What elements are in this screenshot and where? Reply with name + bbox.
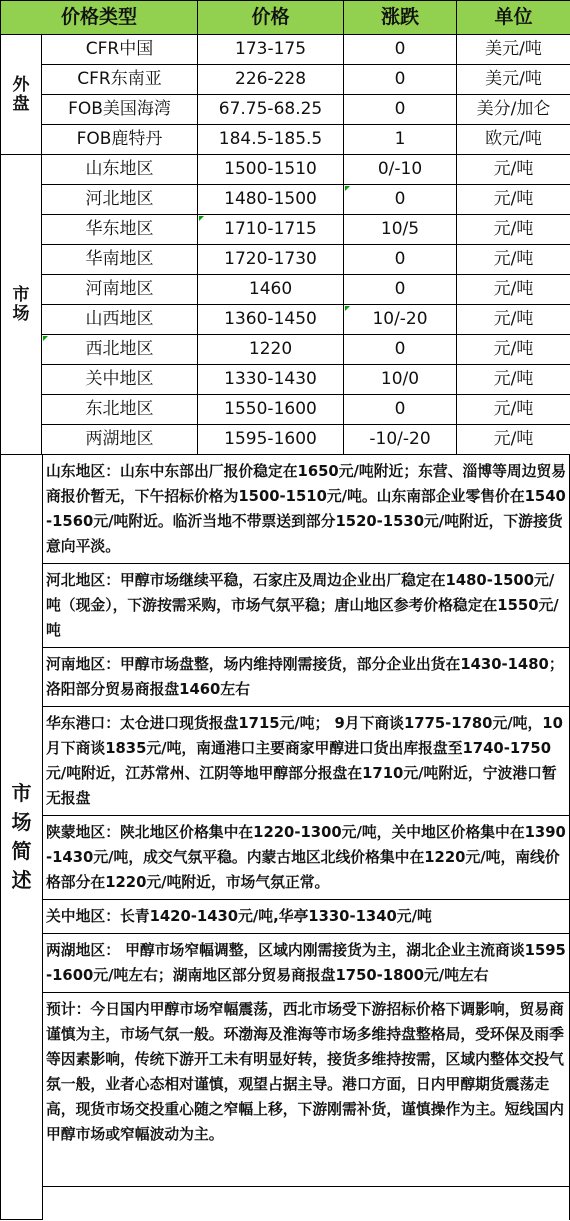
row-change: 0/-10 [344,155,457,185]
row-type: FOB鹿特丹 [42,125,198,155]
row-type: 华南地区 [42,245,198,275]
table-row [1,95,570,125]
row-price: 1550-1600 [198,395,344,425]
row-type: 河北地区 [42,185,198,215]
row-price: 1220 [198,335,344,365]
row-unit: 元/吨 [457,275,570,305]
paragraph-huadong-port: 华东港口：太仓进口现货报盘1715元/吨； 9月下商谈1775-1780元/吨，10月下商谈1835元/吨，南通港口主要商家甲醇进口货出库报盘至1740-1750元/吨附近，江苏常州、江阴等地甲醇部分报盘在1710元/吨附近，宁波港口暂无报盘 [42,707,569,816]
row-type: 东北地区 [42,395,198,425]
row-price: 184.5-185.5 [198,125,344,155]
row-price: 1360-1450 [198,305,344,335]
section-market-text: 市场 [12,284,30,324]
row-change: 0 [344,395,457,425]
table-row [1,215,570,245]
paragraph-hebei: 河北地区：甲醇市场继续平稳，石家庄及周边企业出厂稳定在1480-1500元/吨（现金），下游按需采购，市场气氛平稳；唐山地区参考价格稳定在1550元/吨 [42,564,569,648]
row-type: 山东地区 [42,155,198,185]
row-change: -10/-20 [344,425,457,455]
row-unit: 元/吨 [457,365,570,395]
row-unit: 元/吨 [457,335,570,365]
row-type: FOB美国海湾 [42,95,198,125]
row-unit: 美分/加仑 [457,95,570,125]
row-type: 华东地区 [42,215,198,245]
table-row [1,335,570,365]
row-type: 两湖地区 [42,425,198,455]
paragraph-lianghu: 两湖地区： 甲醇市场窄幅调整，区域内刚需接货为主，湖北企业主流商谈1595-1600元/吨左右；湖南地区部分贸易商报盘1750-1800元/吨左右 [42,934,569,993]
row-change: 0 [344,185,457,215]
section-market-label [1,155,42,455]
paragraph-henan: 河南地区：甲醇市场盘整，场内维持刚需接货，部分企业出货在1430-1480；洛阳部分贸易商报盘1460左右 [42,648,569,707]
row-unit: 美元/吨 [457,65,570,95]
row-change: 0 [344,95,457,125]
row-price: 1720-1730 [198,245,344,275]
row-type: CFR中国 [42,35,198,65]
row-type: 西北地区 [42,335,198,365]
section-summary-label [0,455,43,1220]
paragraph-shandong: 山东地区：山东中东部出厂报价稳定在1650元/吨附近；东营、淄博等周边贸易商报价暂无，下午招标价格为1500-1510元/吨。山东南部企业零售价在1540-1560元/吨附近。临沂当地不带票送到部分1520-1530元/吨附近，下游接货意向平淡。 [42,455,569,564]
row-unit: 元/吨 [457,155,570,185]
row-unit: 元/吨 [457,245,570,275]
row-unit: 元/吨 [457,215,570,245]
row-price: 226-228 [198,65,344,95]
section-foreign-text: 外盘 [12,74,30,114]
section-foreign-label [1,35,42,155]
table-row [1,65,570,95]
row-type: 山西地区 [42,305,198,335]
row-change: 1 [344,125,457,155]
table-row [1,35,570,65]
row-type: 关中地区 [42,365,198,395]
header-price: 价格 [198,1,344,35]
row-change: 0 [344,275,457,305]
row-unit: 元/吨 [457,305,570,335]
row-price: 1460 [198,275,344,305]
row-price: 1710-1715 [198,215,344,245]
header-price-type: 价格类型 [1,1,198,35]
table-header-row [1,1,570,35]
table-row [1,305,570,335]
table-row [1,425,570,455]
table-row [1,155,570,185]
header-change: 涨跌 [344,1,457,35]
row-price: 1500-1510 [198,155,344,185]
row-unit: 元/吨 [457,425,570,455]
row-change: 10/-20 [344,305,457,335]
paragraph-guanzhong: 关中地区：长青1420-1430元/吨,华亭1330-1340元/吨 [42,900,569,934]
table-row [1,185,570,215]
row-change: 10/0 [344,365,457,395]
row-price: 1595-1600 [198,425,344,455]
row-change: 0 [344,35,457,65]
header-unit: 单位 [457,1,570,35]
row-unit: 欧元/吨 [457,125,570,155]
row-type: 河南地区 [42,275,198,305]
paragraph-forecast: 预计：今日国内甲醇市场窄幅震荡，西北市场受下游招标价格下调影响，贸易商谨慎为主，市场气氛一般。环渤海及淮海等市场多维持盘整格局，受环保及雨季等因素影响，传统下游开工未有明显好转，接货多维持按需，区域内整体交投气氛一般，业者心态相对谨慎，观望占据主导。港口方面，日内甲醇期货震荡走高，现货市场交投重心随之窄幅上移，下游刚需补货，谨慎操作为主。短线国内甲醇市场或窄幅波动为主。 [42,993,569,1187]
table-row [1,395,570,425]
row-price: 173-175 [198,35,344,65]
row-change: 10/5 [344,215,457,245]
row-price: 67.75-68.25 [198,95,344,125]
paragraph-shaanmeng: 陕蒙地区：陕北地区价格集中在1220-1300元/吨，关中地区价格集中在1390-1430元/吨，成交气氛平稳。内蒙古地区北线价格集中在1220元/吨，南线价格部分在1220元/吨附近，市场气氛正常。 [42,816,569,900]
section-summary-text: 市场简述 [11,781,32,892]
row-price: 1330-1430 [198,365,344,395]
row-type: CFR东南亚 [42,65,198,95]
table-row [1,245,570,275]
row-unit: 元/吨 [457,185,570,215]
price-table [0,0,570,455]
table-row [1,125,570,155]
market-summary-section [0,455,570,1221]
row-change: 0 [344,245,457,275]
table-row [1,365,570,395]
row-price: 1480-1500 [198,185,344,215]
table-row [1,275,570,305]
row-change: 0 [344,335,457,365]
row-change: 0 [344,65,457,95]
row-unit: 美元/吨 [457,35,570,65]
summary-paragraphs [42,455,570,1220]
row-unit: 元/吨 [457,395,570,425]
